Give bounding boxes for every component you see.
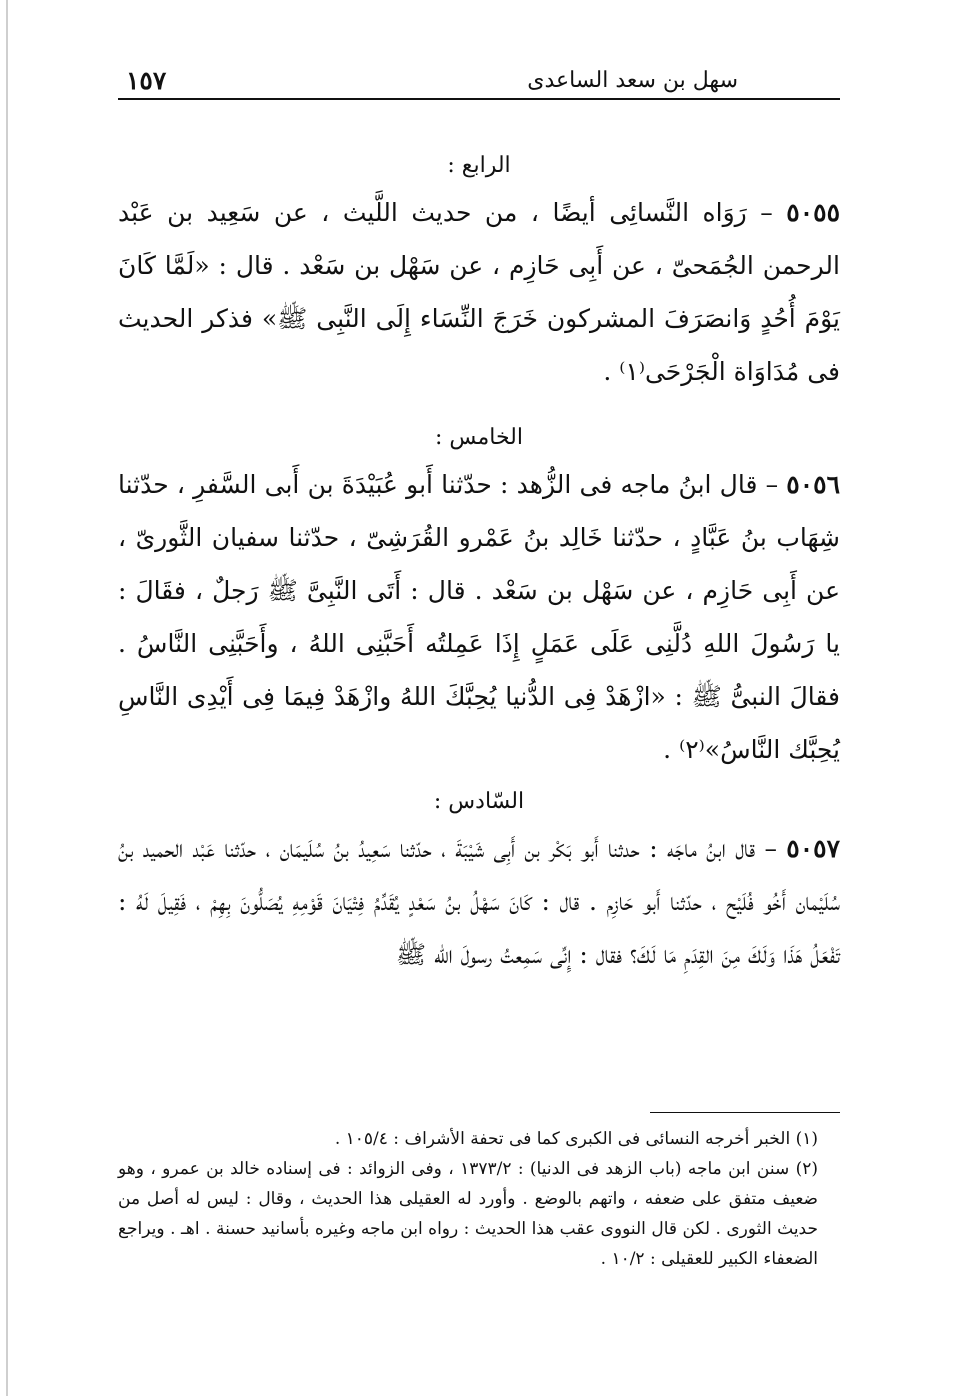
section-fourth (118, 146, 840, 398)
entry-paragraph (118, 822, 840, 981)
entry-number: ٥٠٥٧ (786, 834, 840, 863)
entry-paragraph (118, 458, 840, 776)
entry-paragraph (118, 186, 840, 398)
header-rule (118, 98, 840, 100)
section-sixth (118, 782, 840, 981)
section-fifth (118, 418, 840, 776)
section-heading: السّادس : (433, 789, 525, 814)
entry-number: ٥٠٥٥ (786, 198, 840, 227)
entry-text: – قال ابنُ ماجه فى الزُّهد : حدّثنا أَبو عُبَيْدَةَ بن أَبى السَّفرِ ، حدّثنا شِهَاب بنُ عَبَّادٍ ، حدّثنا خَالِد بنُ عَمْرو القُرَشِىّ ، حدّثنا سفيان الثَّورىّ ، عن أَبِى حَازِم ، عن سَهْل بن سَعْد . قال : أَتَى النَّبِىَّ ﷺ رَجلٌ ، فقَالَ : يا رَسُولَ اللهِ دُلَّنِى عَلَى عَمَلٍ إِذَا عَمِلتُه أَحَبَّنِى اللهُ ، وأَحَبَّنِى النَّاسُ . فقالَ النبىُّ ﷺ : «ازْهَدْ فِى الدُّنيا يُحِبَّكَ اللهُ وازْهَدْ فِيمَا فِى أَيْدِى النَّاسِ يُحِبَّك النَّاسُ»⁽٢⁾ . (118, 470, 840, 764)
footnote-1: (١) الخبر أخرجه النسائى فى الكبرى كما فى تحفة الأشراف : ١٠٥/٤ . (334, 1129, 818, 1149)
section-heading: الخامس : (435, 425, 523, 450)
footnotes (118, 1124, 840, 1274)
section-heading: الرابع : (447, 153, 511, 178)
book-page (118, 0, 840, 1396)
running-title: سهل بن سعد الساعدى (527, 68, 738, 93)
running-head (118, 62, 840, 102)
footnote-2: (٢) سنن ابن ماجه (باب الزهد فى الدنيا) : ١٣٧٣/٢ ، وفى الزوائد : فى إسناده خالد بن عمرو ، وهو ضعيف متفق على ضعفه ، واتهم بالوضع . وأورد له العقيلى هذا الحديث ، وقال : ليس له أصل من حديث الثورى . لكن قال النووى عقب هذا الحديث : رواه ابن ماجه وغيره بأسانيد حسنة . اهـ . ويراجع الضعفاء الكبير للعقيلى : ١٠/٢ . (118, 1159, 818, 1269)
page-edge (6, 0, 8, 1396)
entry-text: – رَوَاه النَّسائِى أيضًا ، من حديث اللَّيث ، عن سَعِيد بن عَبْد الرحمن الجُمَحىّ ، عن أَبِى حَازِم ، عن سَهْل بن سَعْد . قال : «لَمَّا كَانَ يَوْمَ أُحُدٍ وَانصَرَفَ المشركون خَرَجَ النِّسَاء إِلَى النَّبِى ﷺ» فذكر الحديث فى مُدَاوَاة الْجَرْحَى⁽١⁾ . (118, 198, 840, 386)
entry-number: ٥٠٥٦ (786, 470, 840, 499)
entry-text: – قال ابنُ ماجَه : حدثنا أَبو بَكْر بن أَبِى شَيْبَةَ ، حدّثنا سَعِيدُ بنُ سُلَيمَان ، حدّثنا عَبْد الحميد بنُ سُلَيْمان أَخُو فُلَيْح ، حدّثنا أَبو حَازِم . قال : كَانَ سَهْلُ بنُ سَعْدٍ يُقَدِّمُ فِتْيَانَ قَوْمِهِ يُصَلُّونَ بِهِمْ ، فَقِيلَ لَهُ : تَفْعَلُ هَذَا وَلَكَ مِنَ القِدَمِ مَا لَكَ؟ فقال : إِنِّى سَمِعتُ رسولَ الله ﷺ (118, 834, 840, 969)
footnote-rule (650, 1112, 840, 1113)
page-number: ١٥٧ (126, 66, 167, 95)
